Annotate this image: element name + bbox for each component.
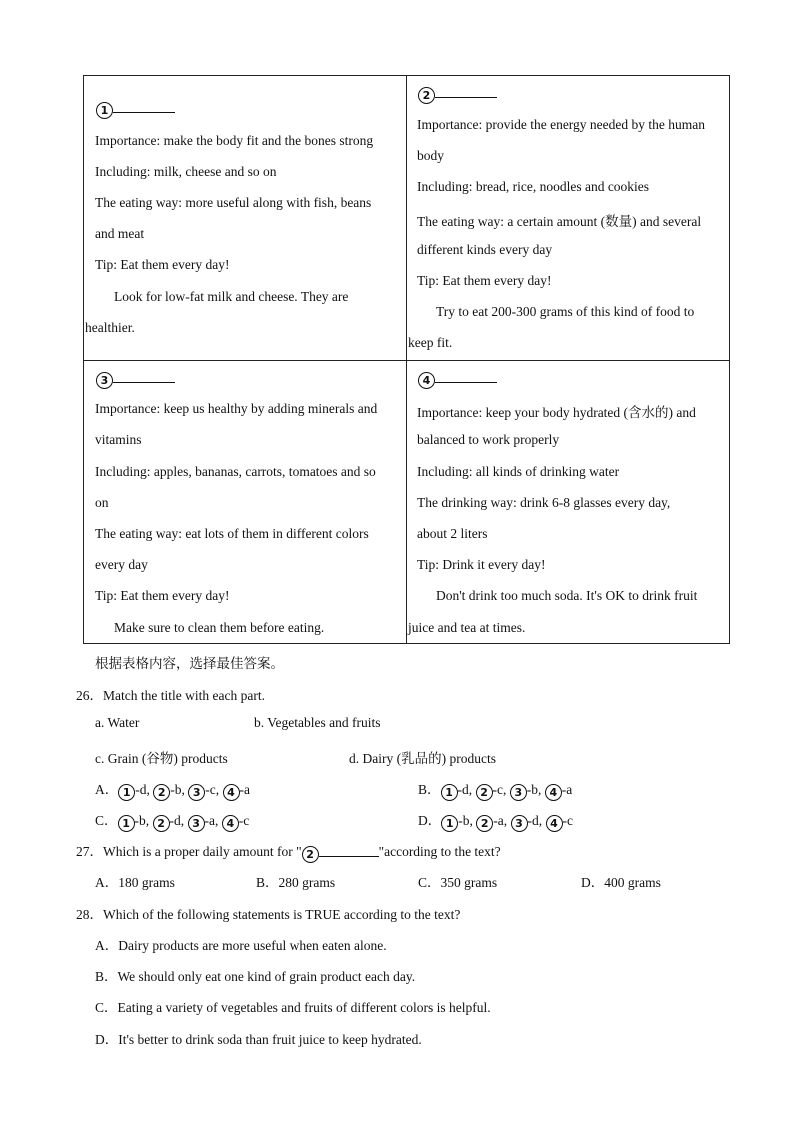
circled-number: 2: [153, 784, 170, 801]
match-pair: -a: [239, 782, 250, 797]
circled-number: 3: [511, 815, 528, 832]
cell-line: Importance: keep your body hydrated (含水的) and: [417, 405, 696, 420]
question-26-stem: 26．Match the title with each part.: [76, 688, 265, 703]
circled-number: 4: [545, 784, 562, 801]
cell-line: different kinds every day: [417, 242, 553, 257]
circled-number: 4: [223, 784, 240, 801]
cell-line: The drinking way: drink 6-8 glasses every day,: [417, 495, 671, 510]
q28-option-d[interactable]: D．It's better to drink soda than fruit juice to keep hydrated.: [95, 1032, 422, 1047]
circled-number: 4: [418, 372, 435, 389]
q27-option-a[interactable]: A．180 grams: [95, 875, 175, 890]
q26-option-d[interactable]: [418, 809, 573, 832]
cell-line: Including: bread, rice, noodles and cookies: [417, 179, 650, 194]
cell-line: Importance: make the body fit and the bones strong: [95, 133, 374, 148]
cell-line: healthier.: [85, 320, 135, 335]
cell-line: Look for low-fat milk and cheese. They are: [114, 289, 349, 304]
match-pair: -a,: [204, 813, 222, 828]
cell-heading: [96, 370, 175, 389]
table-cell-4: [407, 361, 729, 643]
option-letter: B．: [418, 782, 441, 797]
circled-number: 3: [188, 784, 205, 801]
q28-option-a[interactable]: A．Dairy products are more useful when eaten alone.: [95, 938, 387, 953]
circled-number: 1: [441, 784, 458, 801]
cell-line: juice and tea at times.: [408, 620, 526, 635]
match-pair: -b,: [170, 782, 189, 797]
match-pair: -c: [238, 813, 250, 828]
circled-number: 1: [441, 815, 458, 832]
circled-number: 1: [118, 784, 135, 801]
match-pair: -d,: [135, 782, 154, 797]
circled-number: 2: [476, 784, 493, 801]
cell-line: on: [95, 495, 109, 510]
circled-number: 3: [188, 815, 205, 832]
q26-option-b[interactable]: [418, 778, 572, 801]
q28-option-b[interactable]: B．We should only eat one kind of grain product each day.: [95, 969, 416, 984]
q27-stem-start: 27．Which is a proper daily amount for ": [76, 844, 302, 859]
circled-number: 3: [96, 372, 113, 389]
question-28-stem: 28．Which of the following statements is TRUE according to the text?: [76, 907, 461, 922]
cell-line: Tip: Eat them every day!: [417, 273, 552, 288]
cell-line: vitamins: [95, 432, 142, 447]
table-cell-2: [407, 76, 729, 360]
match-pair: -d,: [169, 813, 188, 828]
cell-line: Importance: provide the energy needed by the human: [417, 117, 706, 132]
q26-option-c[interactable]: [95, 809, 249, 832]
cell-line: Tip: Drink it every day!: [417, 557, 546, 572]
option-letter: A．: [95, 782, 119, 797]
cell-line: Including: apples, bananas, carrots, tomatoes and so: [95, 464, 376, 479]
table-cell-3: [84, 361, 406, 643]
q26-option-a[interactable]: [95, 778, 250, 801]
match-pair: -b,: [134, 813, 153, 828]
cell-line: about 2 liters: [417, 526, 488, 541]
match-pair: -d,: [527, 813, 546, 828]
circled-number: 2: [302, 846, 319, 863]
cell-line: Including: milk, cheese and so on: [95, 164, 277, 179]
q26-item-d: d. Dairy (乳品的) products: [349, 751, 496, 766]
circled-number: 2: [476, 815, 493, 832]
cell-line: Make sure to clean them before eating.: [114, 620, 325, 635]
match-pair: -c,: [492, 782, 510, 797]
answer-blank: [319, 844, 379, 857]
answer-blank: [113, 370, 175, 383]
cell-line: Don't drink too much soda. It's OK to drink fruit: [436, 588, 698, 603]
q26-item-a: a. Water: [95, 715, 140, 730]
cell-line: body: [417, 148, 444, 163]
cell-line: The eating way: more useful along with fish, beans: [95, 195, 372, 210]
cell-heading: [96, 100, 175, 119]
food-groups-table: [83, 75, 730, 644]
circled-number: 3: [510, 784, 527, 801]
q27-option-d[interactable]: D．400 grams: [581, 875, 661, 890]
q26-item-c: c. Grain (谷物) products: [95, 751, 228, 766]
match-pair: -d,: [457, 782, 476, 797]
cell-heading: [418, 85, 497, 104]
cell-line: Including: all kinds of drinking water: [417, 464, 620, 479]
option-letter: C．: [95, 813, 118, 828]
circled-number: 2: [153, 815, 170, 832]
cell-line: Try to eat 200-300 grams of this kind of food to: [436, 304, 695, 319]
q26-item-b: b. Vegetables and fruits: [254, 715, 381, 730]
question-27-stem: [76, 840, 501, 863]
answer-blank: [435, 370, 497, 383]
cell-line: balanced to work properly: [417, 432, 560, 447]
option-letter: D．: [418, 813, 442, 828]
cell-line: Importance: keep us healthy by adding minerals and: [95, 401, 378, 416]
q27-option-b[interactable]: B．280 grams: [256, 875, 336, 890]
circled-number: 1: [96, 102, 113, 119]
q27-stem-end: "according to the text?: [378, 844, 501, 859]
match-pair: -a,: [493, 813, 511, 828]
cell-line: Tip: Eat them every day!: [95, 588, 230, 603]
cell-line: The eating way: a certain amount (数量) and several: [417, 214, 702, 229]
instruction-text: 根据表格内容，选择最佳答案。: [95, 656, 284, 671]
answer-blank: [435, 85, 497, 98]
circled-number: 4: [222, 815, 239, 832]
answer-blank: [113, 100, 175, 113]
cell-heading: [418, 370, 497, 389]
q28-option-c[interactable]: C．Eating a variety of vegetables and fruits of different colors is helpful.: [95, 1000, 491, 1015]
cell-line: every day: [95, 557, 148, 572]
match-pair: -c,: [205, 782, 223, 797]
table-cell-1: [84, 76, 406, 360]
circled-number: 1: [118, 815, 135, 832]
match-pair: -a: [561, 782, 573, 797]
cell-line: The eating way: eat lots of them in different colors: [95, 526, 369, 541]
q27-option-c[interactable]: C．350 grams: [418, 875, 498, 890]
circled-number: 2: [418, 87, 435, 104]
match-pair: -b,: [458, 813, 477, 828]
match-pair: -c: [562, 813, 573, 828]
match-pair: -b,: [526, 782, 545, 797]
cell-line: and meat: [95, 226, 145, 241]
cell-line: keep fit.: [408, 335, 453, 350]
circled-number: 4: [546, 815, 563, 832]
cell-line: Tip: Eat them every day!: [95, 257, 230, 272]
